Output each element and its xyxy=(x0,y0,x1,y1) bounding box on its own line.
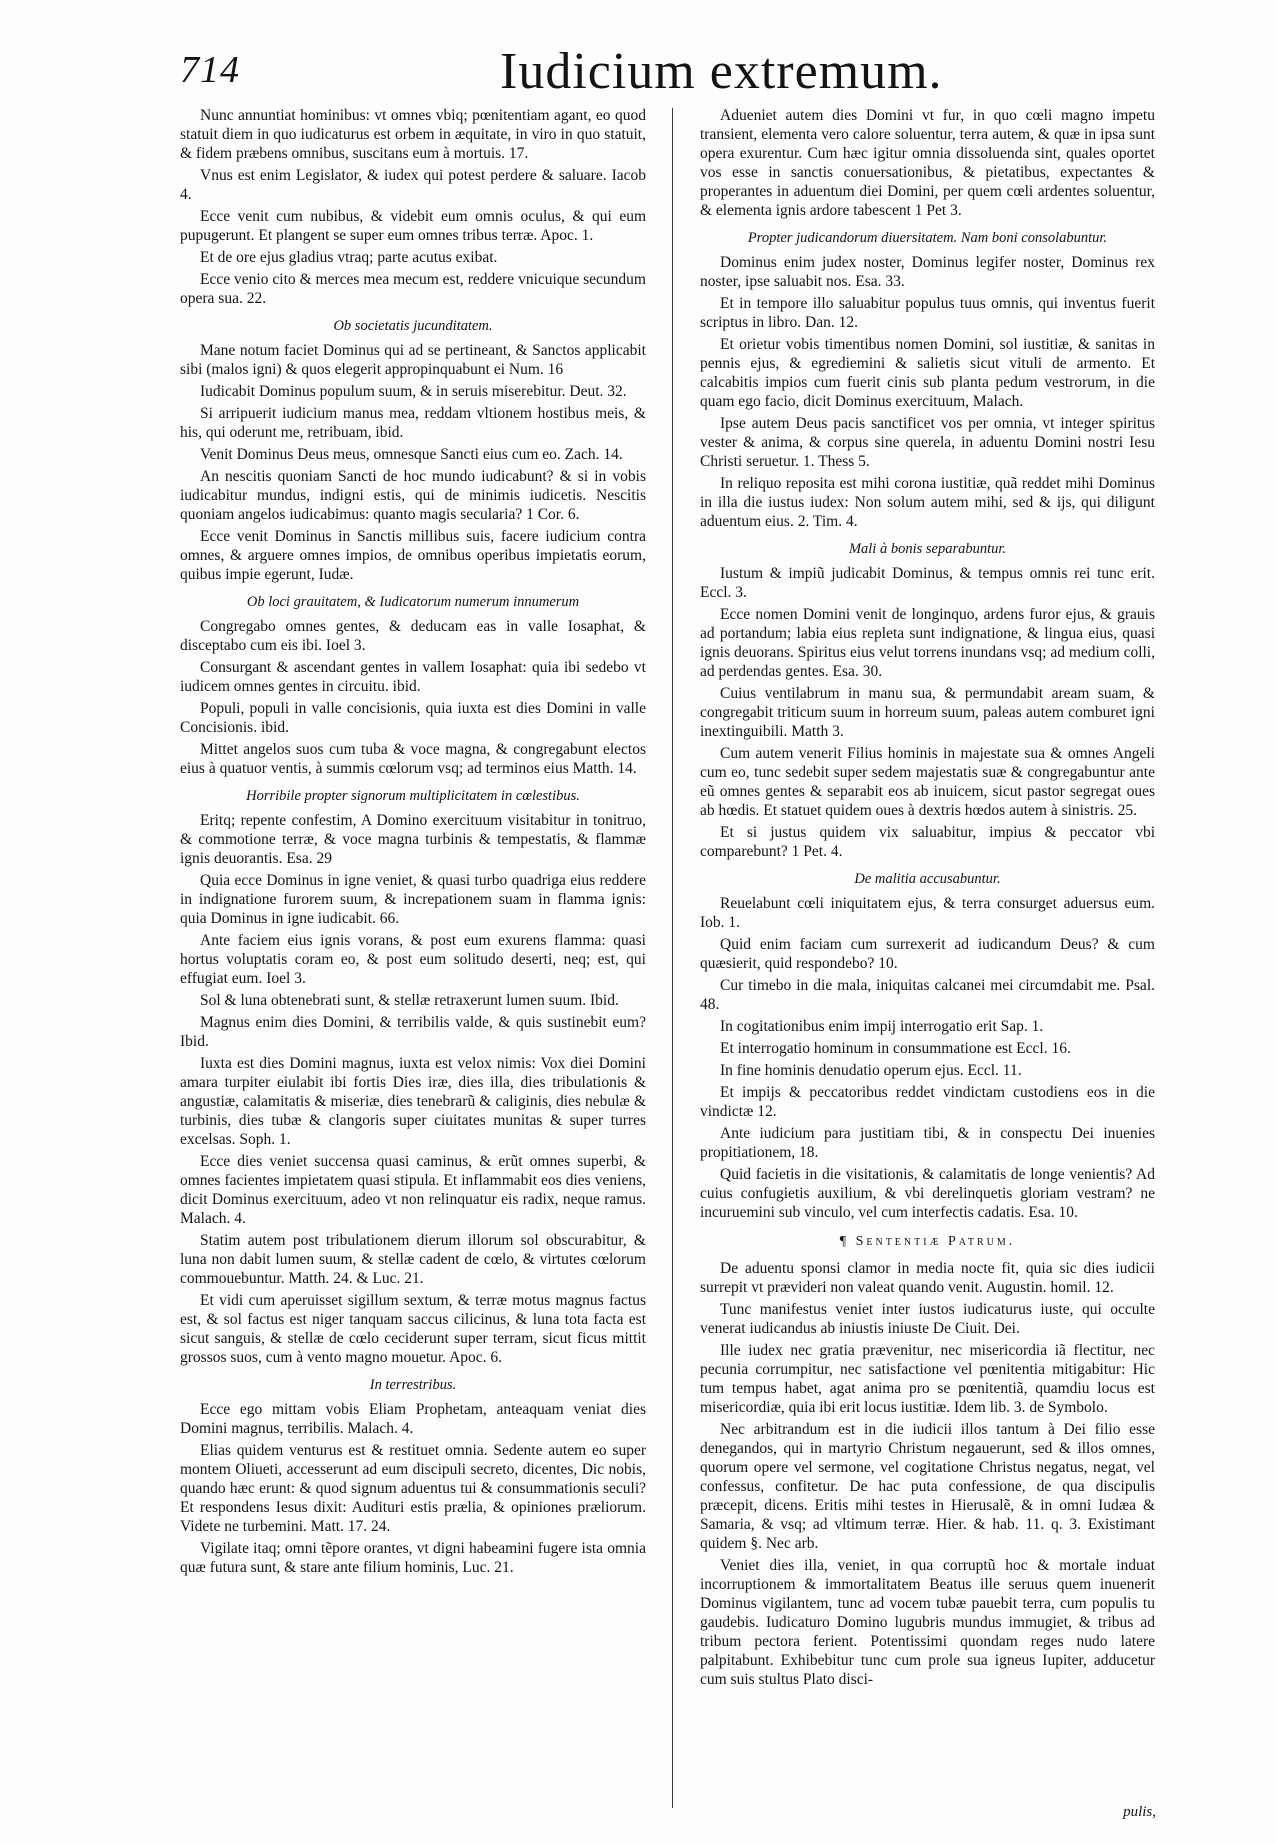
section-heading: Ob societatis jucunditatem. xyxy=(333,318,493,334)
paragraph: Cum autem venerit Filius hominis in majestate sua & omnes Angeli cum eo, tunc sedebit super sedem majestatis suæ & congregabuntur ante eũ omnes gentes & separabit eos ab inuicem, sicut pastor segregat oues ab hœdis. Et statuet quidem oues à dextris hœdos autem à sinistris. 25. xyxy=(700,745,1155,819)
left-column xyxy=(180,106,646,1826)
paragraph: Populi, populi in valle concisionis, quia iuxta est dies Domini in valle Concisionis. ibid. xyxy=(180,700,646,736)
paragraph: Et orietur vobis timentibus nomen Domini, sol iustitiæ, & sanitas in pennis ejus, & egrediemini & salietis sicut vituli de armento. Et calcabitis impios cum fuerit cinis sub planta pedum vestrorum, in die quam ego facio, dicit Dominus exercituum, Malach. xyxy=(700,336,1155,410)
paragraph: Ecce ego mittam vobis Eliam Prophetam, anteaquam veniat dies Domini magnus, terribilis. Malach. 4. xyxy=(180,1401,646,1437)
paragraph: Reuelabunt cœli iniquitatem ejus, & terra consurget aduersus eum. Iob. 1. xyxy=(700,895,1155,931)
paragraph: In fine hominis denudatio operum ejus. Eccl. 11. xyxy=(720,1062,1022,1079)
paragraph: Sol & luna obtenebrati sunt, & stellæ retraxerunt lumen suum. Ibid. xyxy=(200,992,619,1009)
paragraph: Et si justus quidem vix saluabitur, impius & peccator vbi comparebunt? 1 Pet. 4. xyxy=(700,824,1155,860)
paragraph: Ecce nomen Domini venit de longinquo, ardens furor ejus, & grauis ad portandum; labia eius repleta sunt indignatione, & lingua eius, quasi ignis deuorans. Spiritus eius velut torrens inundans vsq; ad medium colli, ad perdendas gentes. Esa. 30. xyxy=(700,606,1155,680)
paragraph: Vnus est enim Legislator, & iudex qui potest perdere & saluare. Iacob 4. xyxy=(180,167,646,203)
paragraph: Ante faciem eius ignis vorans, & post eum exurens flamma: quasi hortus voluptatis coram eo, & post eum solitudo deserti, neq; est, qui effugiat eum. Ioel 3. xyxy=(180,932,646,987)
paragraph: In cogitationibus enim impij interrogatio erit Sap. 1. xyxy=(720,1018,1044,1035)
paragraph: Quid facietis in die visitationis, & calamitatis de longe venientis? Ad cuius confugietis auxilium, & vbi derelinquetis gloriam vestram? ne incuruemini sub vinculo, vel cum interfectis cadatis. Esa. 10. xyxy=(700,1166,1155,1221)
paragraph: Ecce venit Dominus in Sanctis millibus suis, facere iudicium contra omnes, & arguere omnes impios, de omnibus operibus impietatis eorum, quibus impie egerunt, Iudæ. xyxy=(180,528,646,583)
paragraph: In reliquo reposita est mihi corona iustitiæ, quã reddet mihi Dominus in illa die iustus iudex: Non solum autem mihi, sed & ijs, qui diligunt aduentum eius. 2. Tim. 4. xyxy=(700,475,1155,530)
paragraph: Ipse autem Deus pacis sanctificet vos per omnia, vt integer spiritus vester & anima, & corpus sine querela, in aduentu Domini nostri Iesu Christi seruetur. 1. Thess 5. xyxy=(700,415,1155,470)
paragraph: Quia ecce Dominus in igne veniet, & quasi turbo quadriga eius reddere in indignatione furorem suum, & increpationem suam in flamma ignis: quia Dominus in igne iudicabit. 66. xyxy=(180,872,646,927)
paragraph: Iuxta est dies Domini magnus, iuxta est velox nimis: Vox diei Domini amara turpiter eiulabit ibi fortis Dies iræ, dies illa, dies tribulationis & angustiæ, calamitatis & miseriæ, dies tenebrarũ & caliginis, dies nebulæ & turbinis, dies tubæ & clangoris super ciuitates munitas & super turres excelsas. Soph. 1. xyxy=(180,1055,646,1148)
paragraph: Et interrogatio hominum in consummatione est Eccl. 16. xyxy=(720,1040,1071,1057)
paragraph: Ecce venio cito & merces mea mecum est, reddere vnicuique secundum opera sua. 22. xyxy=(180,271,646,307)
catchword: pulis, xyxy=(1123,1804,1156,1820)
section-title: ¶ Sententiæ Patrum. xyxy=(839,1234,1016,1249)
section-heading: In terrestribus. xyxy=(369,1377,457,1393)
paragraph: Ecce venit cum nubibus, & videbit eum omnis oculus, & qui eum pupugerunt. Et plangent se super eum omnes tribus terræ. Apoc. 1. xyxy=(180,208,646,244)
right-column xyxy=(700,106,1155,1826)
paragraph: Quid enim faciam cum surrexerit ad iudicandum Deus? & cum quæsierit, quid respondebo? 10. xyxy=(700,936,1155,972)
section-heading: Horribile propter signorum multiplicitatem in cœlestibus. xyxy=(246,788,580,804)
section-heading: Ob loci grauitatem, & Iudicatorum numerum innumerum xyxy=(246,594,580,610)
paragraph: Nunc annuntiat hominibus: vt omnes vbiq; pœnitentiam agant, eo quod statuit diem in quo iudicaturus est orbem in æquitate, in viro in quo statuit, & fidem præbens omnibus, suscitans eum à mortuis. 17. xyxy=(180,107,646,162)
column-divider xyxy=(672,108,673,1808)
paragraph: Vigilate itaq; omni tẽpore orantes, vt digni habeamini fugere ista omnia quæ futura sunt, & stare ante filium hominis, Luc. 21. xyxy=(180,1540,646,1576)
paragraph: Consurgant & ascendant gentes in vallem Iosaphat: quia ibi sedebo vt iudicem omnes gentes in circuitu. ibid. xyxy=(180,659,646,695)
section-heading: De malitia accusabuntur. xyxy=(854,871,1001,887)
paragraph: Et vidi cum aperuisset sigillum sextum, & terræ motus magnus factus est, & sol factus est niger tanquam saccus cilicinus, & luna tota facta est sicut sanguis, & stellæ de cœlo ceciderunt super terram, sicut ficus mittit grossos suos, cum à vento magno mouetur. Apoc. 6. xyxy=(180,1292,646,1366)
paragraph: Si arripuerit iudicium manus mea, reddam vltionem hostibus meis, & his, qui oderunt me, retribuam, ibid. xyxy=(180,405,646,441)
paragraph: Mittet angelos suos cum tuba & voce magna, & congregabunt electos eius à quatuor ventis, à summis cœlorum vsq; ad terminos eius Matth. 14. xyxy=(180,741,646,777)
paragraph: Congregabo omnes gentes, & deducam eas in valle Iosaphat, & disceptabo cum eis ibi. Ioel 3. xyxy=(180,618,646,654)
page-number: 714 xyxy=(180,49,240,91)
paragraph: Et in tempore illo saluabitur populus tuus omnis, qui inventus fuerit scriptus in libro. Dan. 12. xyxy=(700,295,1155,331)
paragraph: Iudicabit Dominus populum suum, & in seruis miserebitur. Deut. 32. xyxy=(200,383,627,400)
running-header xyxy=(180,42,1140,104)
paragraph: Et impijs & peccatoribus reddet vindictam custodiens eos in die vindictæ 12. xyxy=(700,1084,1155,1120)
paragraph: Tunc manifestus veniet inter iustos iudicaturus iuste, qui occulte venerat iudicandus ab iniustis iniuste De Ciuit. Dei. xyxy=(700,1301,1155,1337)
running-title: Iudicium extremum. xyxy=(500,43,943,100)
paragraph: Nec arbitrandum est in die iudicii illos tantum à Dei filio esse denegandos, qui in martyrio Christum negauerunt, sed & illos omnes, quorum opere vel sermone, vel cogitatione Christus negatus, negat, vel confessus, confitetur. De hac puta confessione, de qua discipulis præcepit, dicens. Eritis mihi testes in Hierusalẽ, & in omni Iudæa & Samaria, & vsq; ad vltimum terræ. Hier. & hab. 11. q. 3. Existimant quidem §. Nec arb. xyxy=(700,1421,1155,1552)
paragraph: Mane notum faciet Dominus qui ad se pertineant, & Sanctos applicabit sibi (malos igni) & quos elegerit appropinquabunt ei Num. 16 xyxy=(180,342,646,378)
paragraph: Ante iudicium para justitiam tibi, & in conspectu Dei inuenies propitiationem, 18. xyxy=(700,1125,1155,1161)
section-heading: Propter judicandorum diuersitatem. Nam boni consolabuntur. xyxy=(747,230,1108,246)
paragraph: Iustum & impiũ judicabit Dominus, & tempus omnis rei tunc erit. Eccl. 3. xyxy=(700,565,1155,601)
paragraph: Adueniet autem dies Domini vt fur, in quo cœli magno impetu transient, elementa vero calore soluentur, terra autem, & quæ in ipsa sunt opera exurentur. Cum hæc igitur omnia dissoluenda sint, quales oportet vos esse in sanctis conuersationibus, & pietatibus, expectantes & properantes in aduentum diei Domini, per quem cœli ardentes soluentur, & elementa ignis ardore tabescent 1 Pet 3. xyxy=(700,107,1155,219)
paragraph: Ecce dies veniet succensa quasi caminus, & erũt omnes superbi, & omnes facientes impietatem quasi stipula. Et inflammabit eos dies veniens, dicit Dominus exercituum, adeo vt non relinquatur eis radix, neque ramus. Malach. 4. xyxy=(180,1153,646,1227)
section-heading: Mali à bonis separabuntur. xyxy=(848,541,1007,557)
paragraph: Et de ore ejus gladius vtraq; parte acutus exibat. xyxy=(200,249,498,266)
paragraph: Cuius ventilabrum in manu sua, & permundabit aream suam, & congregabit triticum suum in horreum suum, paleas autem comburet igni inextinguibili. Matth 3. xyxy=(700,685,1155,740)
paragraph: Statim autem post tribulationem dierum illorum sol obscurabitur, & luna non dabit lumen suum, & stellæ cadent de cœlo, & virtutes cœlorum commouebuntur. Matth. 24. & Luc. 21. xyxy=(180,1232,646,1287)
paragraph: Ille iudex nec gratia prævenitur, nec misericordia iã flectitur, nec pecunia corrumpitur, nec satisfactione vel pœnitentia mitigabitur: Hic tum tempus habet, agat anima pro se pœnitentiã, quamdiu locus est misericordiæ, quia ibi erit locus iustitiæ. Idem lib. 3. de Symbolo. xyxy=(700,1342,1155,1416)
paragraph: De aduentu sponsi clamor in media nocte fit, quia sic dies iudicii surrepit vt prævideri non valeat quando venit. Augustin. homil. 12. xyxy=(700,1260,1155,1296)
paragraph: Venit Dominus Deus meus, omnesque Sancti eius cum eo. Zach. 14. xyxy=(200,446,623,463)
paragraph: Magnus enim dies Domini, & terribilis valde, & quis sustinebit eum? Ibid. xyxy=(180,1014,646,1050)
paragraph: Cur timebo in die mala, iniquitas calcanei mei circumdabit me. Psal. 48. xyxy=(700,977,1155,1013)
paragraph: Veniet dies illa, veniet, in qua corruptũ hoc & mortale induat incorruptionem & immortalitatem Beatus ille seruus quem inuenerit Dominus vigilantem, tunc ad vocem tubæ pauebit terra, cum populis tu gaudebis. Iudicaturo Domino lugubris mundus immugiet, & tribus ad tribum pectora ferient. Potentissimi quondam reges nudo latere palpitabunt. Exhibebitur tunc cum prole sua igneus Iupiter, adducetur cum suis stultus Plato disci- xyxy=(700,1557,1155,1688)
paragraph: Eritq; repente confestim, A Domino exercituum visitabitur in tonitruo, & commotione terræ, & voce magna turbinis & tempestatis, & flammæ ignis deuorantis. Esa. 29 xyxy=(180,812,646,867)
paragraph: An nescitis quoniam Sancti de hoc mundo iudicabunt? & si in vobis iudicabitur mundus, indigni estis, qui de minimis iudicetis. Nescitis quoniam angelos iudicabimus: quanto magis secularia? 1 Cor. 6. xyxy=(180,468,646,523)
paragraph: Elias quidem venturus est & restituet omnia. Sedente autem eo super montem Oliueti, accesserunt ad eum discipuli secreto, dicentes, Dic nobis, quando hæc erunt: & quod signum aduentus tui & consummationis seculi? Et respondens Iesus dixit: Audituri estis prælia, & opiniones præliorum. Videte ne turbemini. Matt. 17. 24. xyxy=(180,1442,646,1535)
paragraph: Dominus enim judex noster, Dominus legifer noster, Dominus rex noster, ipse saluabit nos. Esa. 33. xyxy=(700,254,1155,290)
